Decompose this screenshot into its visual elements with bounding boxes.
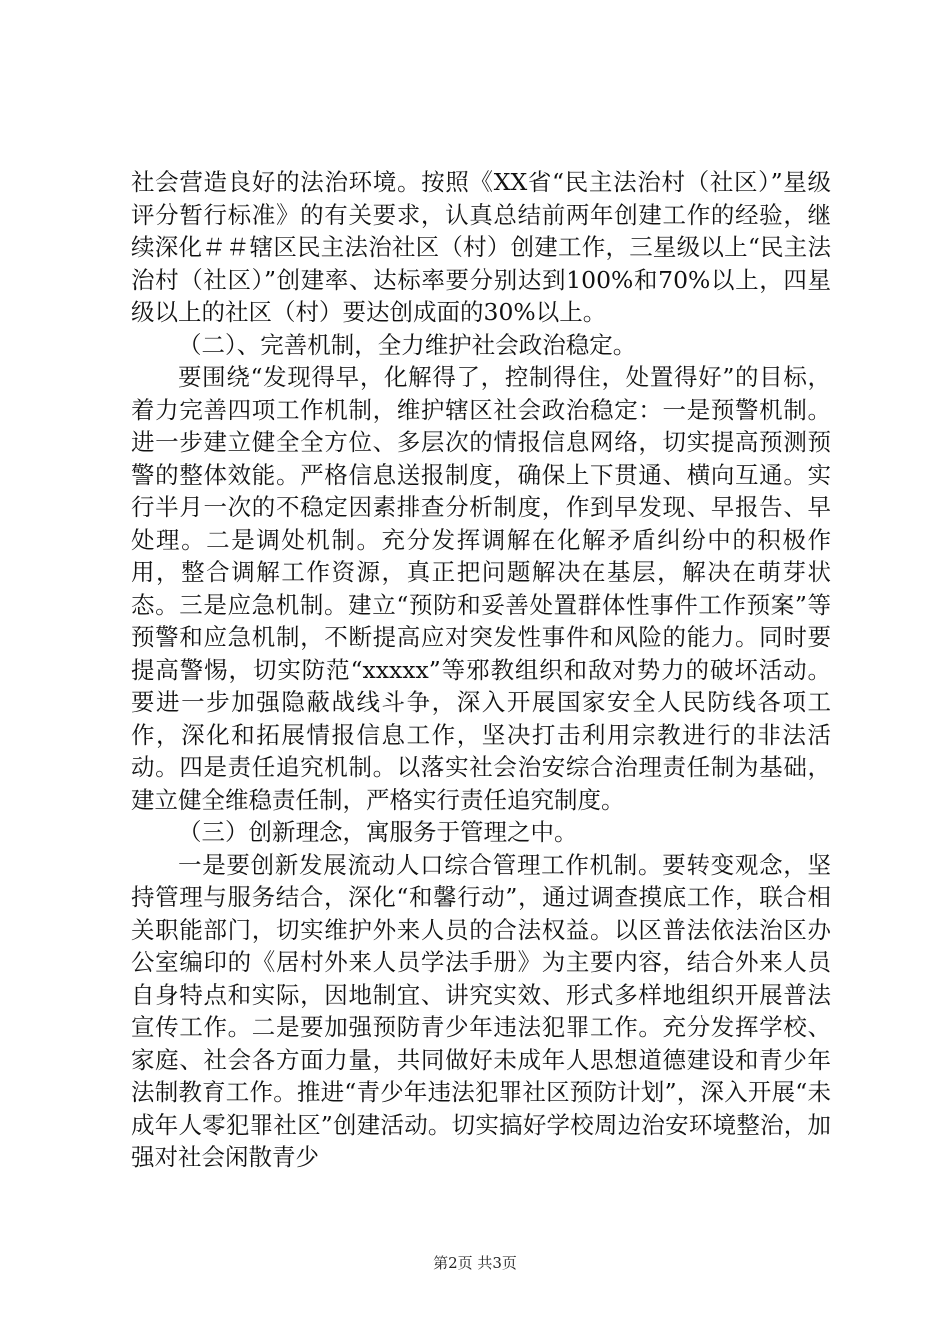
page-number-footer: 第2页 共3页 <box>433 1254 517 1272</box>
paragraph-legal-environment: 社会营造良好的法治环境。按照《XX省“民主法治村（社区）”星级评分暂行标准》的有关要求，认真总结前两年创建工作的经验，继续深化＃＃辖区民主法治社区（村）创建工作，三星级以上“民主法治村（社区）”创建率、达标率要分别达到100%和70%以上，四星级以上的社区（村）要达创成面的30%以上。 <box>131 168 831 326</box>
section-heading-innovation: （三）创新理念，寓服务于管理之中。 <box>178 818 578 846</box>
paragraph-stability-mechanisms: 要围绕“发现得早，化解得了，控制得住，处置得好”的目标，着力完善四项工作机制，维护辖区社会政治稳定：一是预警机制。进一步建立健全全方位、多层次的情报信息网络，切实提高预测预警的整体效能。严格信息送报制度，确保上下贯通、横向互通。实行半月一次的不稳定因素排查分析制度，作到早发现、早报告、早处理。二是调处机制。充分发挥调解在化解矛盾纠纷中的积极作用，整合调解工作资源，真正把问题解决在基层，解决在萌芽状态。三是应急机制。建立“预防和妥善处置群体性事件工作预案”等预警和应急机制，不断提高应对突发性事件和风险的能力。同时要提高警惕，切实防范“xxxxx”等邪教组织和敌对势力的破坏活动。要进一步加强隐蔽战线斗争，深入开展国家安全人民防线各项工作，深化和拓展情报信息工作，坚决打击利用宗教进行的非法活动。四是责任追究机制。以落实社会治安综合治理责任制为基础，建立健全维稳责任制，严格实行责任追究制度。 <box>131 363 831 814</box>
document-body <box>131 166 831 1174</box>
section-heading-mechanism: （二）、完善机制，全力维护社会政治稳定。 <box>178 330 637 359</box>
paragraph-migrant-management: 一是要创新发展流动人口综合管理工作机制。要转变观念，坚持管理与服务结合，深化“和馨行动”，通过调查摸底工作，联合相关职能部门，切实维护外来人员的合法权益。以区普法依法治区办公室编印的《居村外来人员学法手册》为主要内容，结合外来人员自身特点和实际，因地制宜、讲究实效、形式多样地组织开展普法宣传工作。二是要加强预防青少年违法犯罪工作。充分发挥学校、家庭、社会各方面力量，共同做好未成年人思想道德建设和青少年法制教育工作。推进“青少年违法犯罪社区预防计划”，深入开展“未成年人零犯罪社区”创建活动。切实搞好学校周边治安环境整治，加强对社会闲散青少 <box>131 850 831 1171</box>
